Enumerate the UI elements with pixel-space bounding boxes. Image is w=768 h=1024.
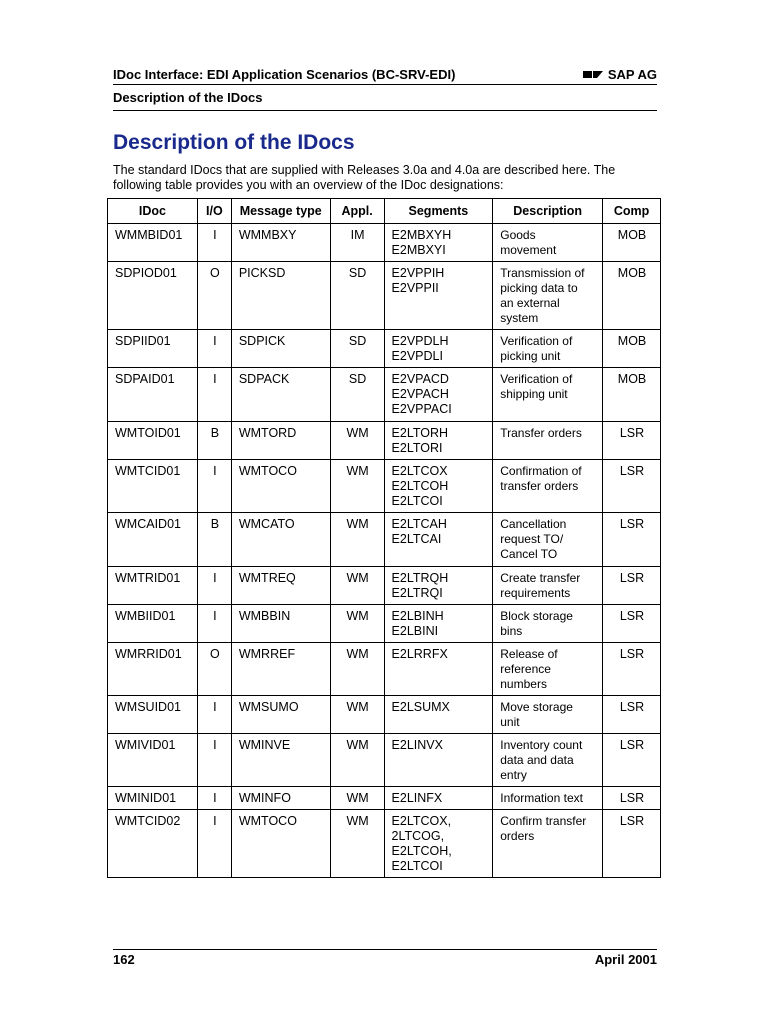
table-row: [108, 513, 661, 567]
table-row: [108, 810, 661, 878]
cell-message-type: SDPICK: [231, 330, 330, 368]
cell-comp: LSR: [603, 422, 661, 460]
cell-message-type: WMINVE: [231, 734, 330, 787]
table-row: [108, 605, 661, 643]
section-header: Description of the IDocs: [113, 90, 263, 105]
table-row: [108, 734, 661, 787]
cell-io: B: [197, 513, 231, 567]
cell-comp: MOB: [603, 262, 661, 330]
cell-idoc: WMTCID01: [108, 460, 198, 513]
cell-segments: E2LBINH E2LBINI: [384, 605, 493, 643]
cell-idoc: WMTCID02: [108, 810, 198, 878]
cell-comp: LSR: [603, 513, 661, 567]
cell-io: I: [197, 567, 231, 605]
cell-message-type: WMMBXY: [231, 224, 330, 262]
cell-io: O: [197, 262, 231, 330]
cell-io: I: [197, 368, 231, 422]
cell-segments: E2VPPIH E2VPPII: [384, 262, 493, 330]
cell-appl: SD: [330, 262, 384, 330]
cell-segments: E2LTCOX E2LTCOH E2LTCOI: [384, 460, 493, 513]
cell-appl: IM: [330, 224, 384, 262]
cell-appl: WM: [330, 643, 384, 696]
cell-io: I: [197, 224, 231, 262]
cell-comp: LSR: [603, 605, 661, 643]
column-header-comp: Comp: [603, 199, 661, 224]
cell-comp: MOB: [603, 330, 661, 368]
cell-io: I: [197, 734, 231, 787]
table-row: [108, 262, 661, 330]
cell-idoc: WMCAID01: [108, 513, 198, 567]
cell-description: Information text: [493, 787, 603, 810]
cell-description: Inventory count data and data entry: [493, 734, 603, 787]
cell-segments: E2LTCAH E2LTCAI: [384, 513, 493, 567]
cell-message-type: WMCATO: [231, 513, 330, 567]
cell-segments: E2VPDLH E2VPDLI: [384, 330, 493, 368]
cell-description: Verification of picking unit: [493, 330, 603, 368]
cell-io: I: [197, 787, 231, 810]
column-header-idoc: IDoc: [108, 199, 198, 224]
cell-description: Transfer orders: [493, 422, 603, 460]
brand: [583, 67, 657, 82]
cell-description: Goods movement: [493, 224, 603, 262]
cell-description: Confirmation of transfer orders: [493, 460, 603, 513]
table-row: [108, 224, 661, 262]
idoc-table: [107, 198, 661, 878]
cell-segments: E2LINFX: [384, 787, 493, 810]
cell-appl: WM: [330, 605, 384, 643]
cell-message-type: PICKSD: [231, 262, 330, 330]
cell-segments: E2LINVX: [384, 734, 493, 787]
cell-segments: E2LTRQH E2LTRQI: [384, 567, 493, 605]
document-title: IDoc Interface: EDI Application Scenarios (BC-SRV-EDI): [113, 66, 456, 82]
cell-io: I: [197, 810, 231, 878]
column-header-segments: Segments: [384, 199, 493, 224]
cell-description: Move storage unit: [493, 696, 603, 734]
cell-appl: WM: [330, 460, 384, 513]
column-header-message-type: Message type: [231, 199, 330, 224]
cell-idoc: WMSUID01: [108, 696, 198, 734]
table-row: [108, 422, 661, 460]
table-row: [108, 696, 661, 734]
cell-segments: E2LTCOX, 2LTCOG, E2LTCOH, E2LTCOI: [384, 810, 493, 878]
section-divider: [113, 110, 657, 111]
cell-message-type: WMBBIN: [231, 605, 330, 643]
table-row: [108, 567, 661, 605]
cell-appl: WM: [330, 696, 384, 734]
column-header-io: I/O: [197, 199, 231, 224]
cell-description: Block storage bins: [493, 605, 603, 643]
cell-message-type: WMTOCO: [231, 810, 330, 878]
cell-comp: LSR: [603, 787, 661, 810]
cell-message-type: WMTORD: [231, 422, 330, 460]
intro-paragraph: The standard IDocs that are supplied with Releases 3.0a and 4.0a are described here. The following table provides you with an overview of the IDoc designations:: [113, 163, 616, 192]
page-footer: [113, 952, 657, 967]
cell-description: Transmission of picking data to an external system: [493, 262, 603, 330]
table-row: [108, 330, 661, 368]
cell-comp: LSR: [603, 696, 661, 734]
cell-idoc: WMIVID01: [108, 734, 198, 787]
cell-idoc: SDPIID01: [108, 330, 198, 368]
cell-io: I: [197, 460, 231, 513]
cell-description: Create transfer requirements: [493, 567, 603, 605]
cell-segments: E2LSUMX: [384, 696, 493, 734]
cell-idoc: WMRRID01: [108, 643, 198, 696]
cell-comp: LSR: [603, 643, 661, 696]
page-title: Description of the IDocs: [113, 131, 355, 154]
cell-idoc: SDPAID01: [108, 368, 198, 422]
cell-idoc: WMTRID01: [108, 567, 198, 605]
cell-comp: LSR: [603, 810, 661, 878]
column-header-appl: Appl.: [330, 199, 384, 224]
cell-segments: E2LRRFX: [384, 643, 493, 696]
cell-appl: SD: [330, 368, 384, 422]
cell-comp: MOB: [603, 368, 661, 422]
cell-appl: WM: [330, 567, 384, 605]
page-number: 162: [113, 952, 135, 967]
cell-idoc: WMBIID01: [108, 605, 198, 643]
cell-io: O: [197, 643, 231, 696]
cell-message-type: WMTOCO: [231, 460, 330, 513]
cell-message-type: WMINFO: [231, 787, 330, 810]
cell-message-type: WMSUMO: [231, 696, 330, 734]
cell-message-type: WMTREQ: [231, 567, 330, 605]
cell-io: I: [197, 696, 231, 734]
cell-segments: E2VPACD E2VPACH E2VPPACI: [384, 368, 493, 422]
cell-io: I: [197, 330, 231, 368]
cell-description: Confirm transfer orders: [493, 810, 603, 878]
cell-idoc: WMTOID01: [108, 422, 198, 460]
cell-message-type: WMRREF: [231, 643, 330, 696]
table-row: [108, 368, 661, 422]
cell-comp: LSR: [603, 460, 661, 513]
table-row: [108, 787, 661, 810]
cell-io: I: [197, 605, 231, 643]
cell-message-type: SDPACK: [231, 368, 330, 422]
cell-comp: LSR: [603, 567, 661, 605]
page-header: [113, 64, 657, 84]
table-row: [108, 643, 661, 696]
header-divider: [113, 84, 657, 85]
cell-idoc: WMINID01: [108, 787, 198, 810]
cell-idoc: WMMBID01: [108, 224, 198, 262]
column-header-description: Description: [493, 199, 603, 224]
table-body: [108, 224, 661, 878]
table-row: [108, 460, 661, 513]
cell-appl: WM: [330, 787, 384, 810]
publication-date: April 2001: [594, 952, 657, 967]
cell-appl: SD: [330, 330, 384, 368]
cell-appl: WM: [330, 513, 384, 567]
cell-segments: E2MBXYH E2MBXYI: [384, 224, 493, 262]
cell-description: Cancellation request TO/ Cancel TO: [493, 513, 603, 567]
cell-appl: WM: [330, 734, 384, 787]
cell-segments: E2LTORH E2LTORI: [384, 422, 493, 460]
table-header-row: [108, 199, 661, 224]
cell-description: Release of reference numbers: [493, 643, 603, 696]
cell-comp: MOB: [603, 224, 661, 262]
cell-appl: WM: [330, 422, 384, 460]
cell-io: B: [197, 422, 231, 460]
cell-description: Verification of shipping unit: [493, 368, 603, 422]
footer-divider: [113, 949, 657, 950]
brand-name: SAP AG: [607, 66, 657, 82]
cell-comp: LSR: [603, 734, 661, 787]
sap-logo-icon: [583, 69, 603, 79]
cell-idoc: SDPIOD01: [108, 262, 198, 330]
cell-appl: WM: [330, 810, 384, 878]
